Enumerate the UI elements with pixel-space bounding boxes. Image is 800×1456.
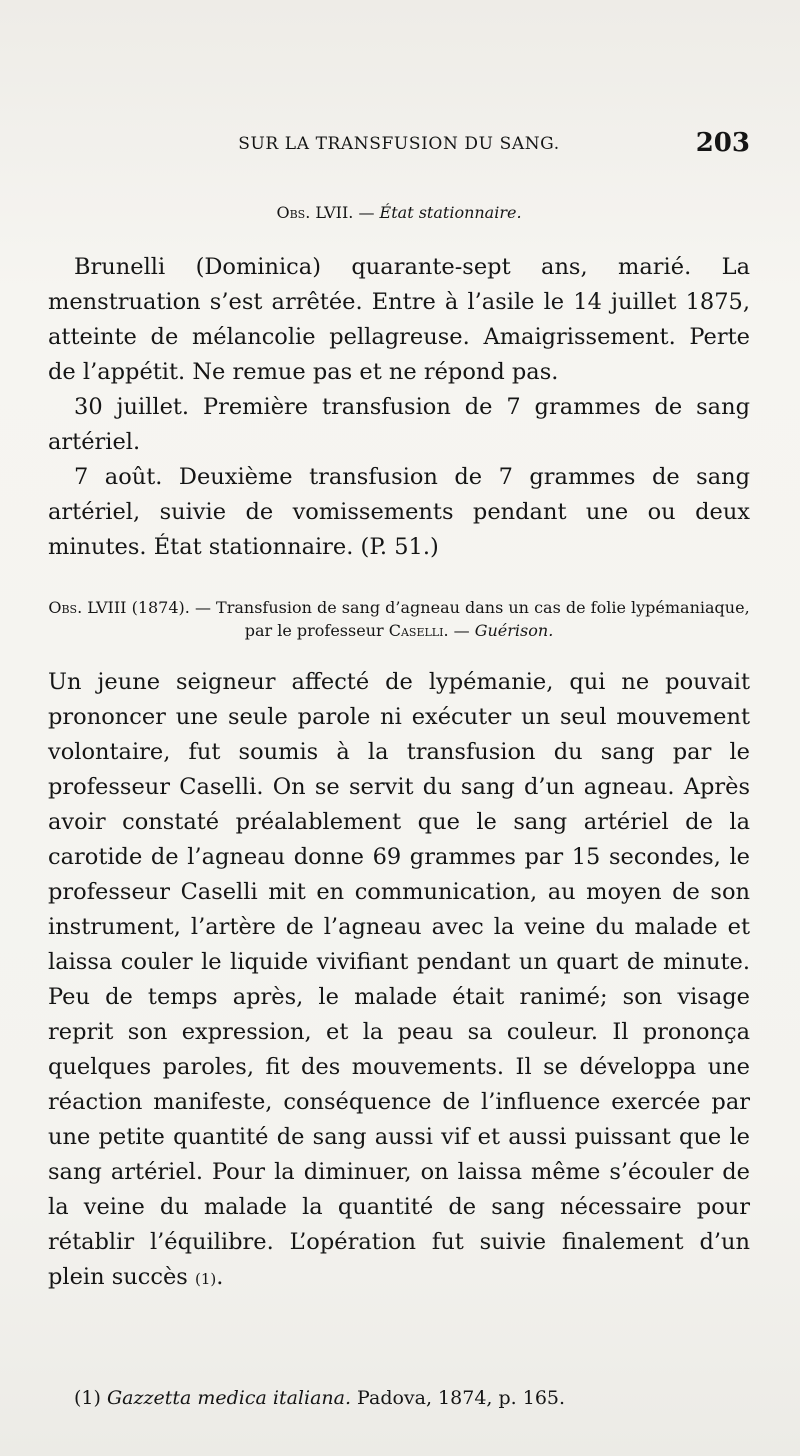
observation-lvii-heading — [48, 203, 750, 222]
footnote-citation: Padova, 1874, p. 165. — [351, 1387, 566, 1409]
observation-lviii-result: Guérison. — [474, 621, 554, 640]
observation-lviii-text — [48, 665, 750, 1297]
observation-lviii-paragraph-text: Un jeune seigneur affecté de lypémanie, qui ne pouvait prononcer une seule parole ni exécuter un seul mouvement volontaire, fut soumis à la transfusion du sang par le professeur Caselli. On se servit du sang d’un agneau. Après avoir constaté préalablement que le sang artériel de la carotide de l’agneau donne 69 grammes par 15 secondes, le professeur Caselli mit en communication, au moyen de son instrument, l’artère de l’agneau avec la veine du malade et laissa couler le liquide vivifiant pendant un quart de minute. Peu de temps après, le malade était ranimé; son visage reprit son expression, et la peau sa couleur. Il prononça quelques paroles, fit des mouvements. Il se développa une réaction manifeste, conséquence de l’influence exercée par une petite quantité de sang aussi vif et aussi puissant que le sang artériel. Pour la diminuer, on laissa même s’écouler de la veine du malade la quantité de sang nécessaire pour rétablir l’équilibre. L’opération fut suivie finalement d’un plein succès — [48, 669, 750, 1290]
running-head: SUR LA TRANSFUSION DU SANG. — [238, 134, 560, 154]
observation-lvii-text — [48, 250, 750, 565]
observation-lviii-paragraph-end: . — [216, 1264, 224, 1290]
footnote — [74, 1387, 750, 1409]
observation-lvii-paragraph-2: 30 juillet. Première transfusion de 7 grammes de sang artériel. — [48, 394, 750, 455]
footnote-journal: Gazzetta medica italiana. — [106, 1387, 352, 1409]
observation-lviii-label: Obs. LVIII (1874). — [48, 598, 190, 617]
observation-lvii-label: Obs. LVII. — [276, 203, 354, 222]
page-number: 203 — [695, 128, 750, 158]
observation-lvii-title: État stationnaire. — [379, 203, 522, 222]
observation-lviii-title: — Transfusion de sang d’agneau dans un cas de folie lypémaniaque, par le professeur — [189, 598, 750, 640]
observation-lvii-paragraph-3: 7 août. Deuxième transfusion de 7 grammes de sang artériel, suivie de vomissements pendant une ou deux minutes. État stationnaire. (P. 51.) — [48, 464, 750, 560]
observation-lviii-result-separator: . — — [443, 621, 475, 640]
observation-lviii-author: Caselli — [388, 621, 444, 640]
observation-lviii-heading — [48, 596, 750, 642]
observation-lvii-separator: — — [353, 203, 380, 222]
observation-lviii-paragraph — [48, 665, 750, 1297]
page-header — [48, 128, 750, 164]
observation-lvii-paragraph-1: Brunelli (Dominica) quarante-sept ans, marié. La menstruation s’est arrêtée. Entre à l’asile le 14 juillet 1875, atteinte de mélancolie pellagreuse. Amaigrissement. Perte de l’appétit. Ne remue pas et ne répond pas. — [48, 254, 750, 385]
footnote-marker: (1) — [74, 1387, 101, 1409]
footnote-reference[interactable]: (1) — [195, 1270, 217, 1288]
